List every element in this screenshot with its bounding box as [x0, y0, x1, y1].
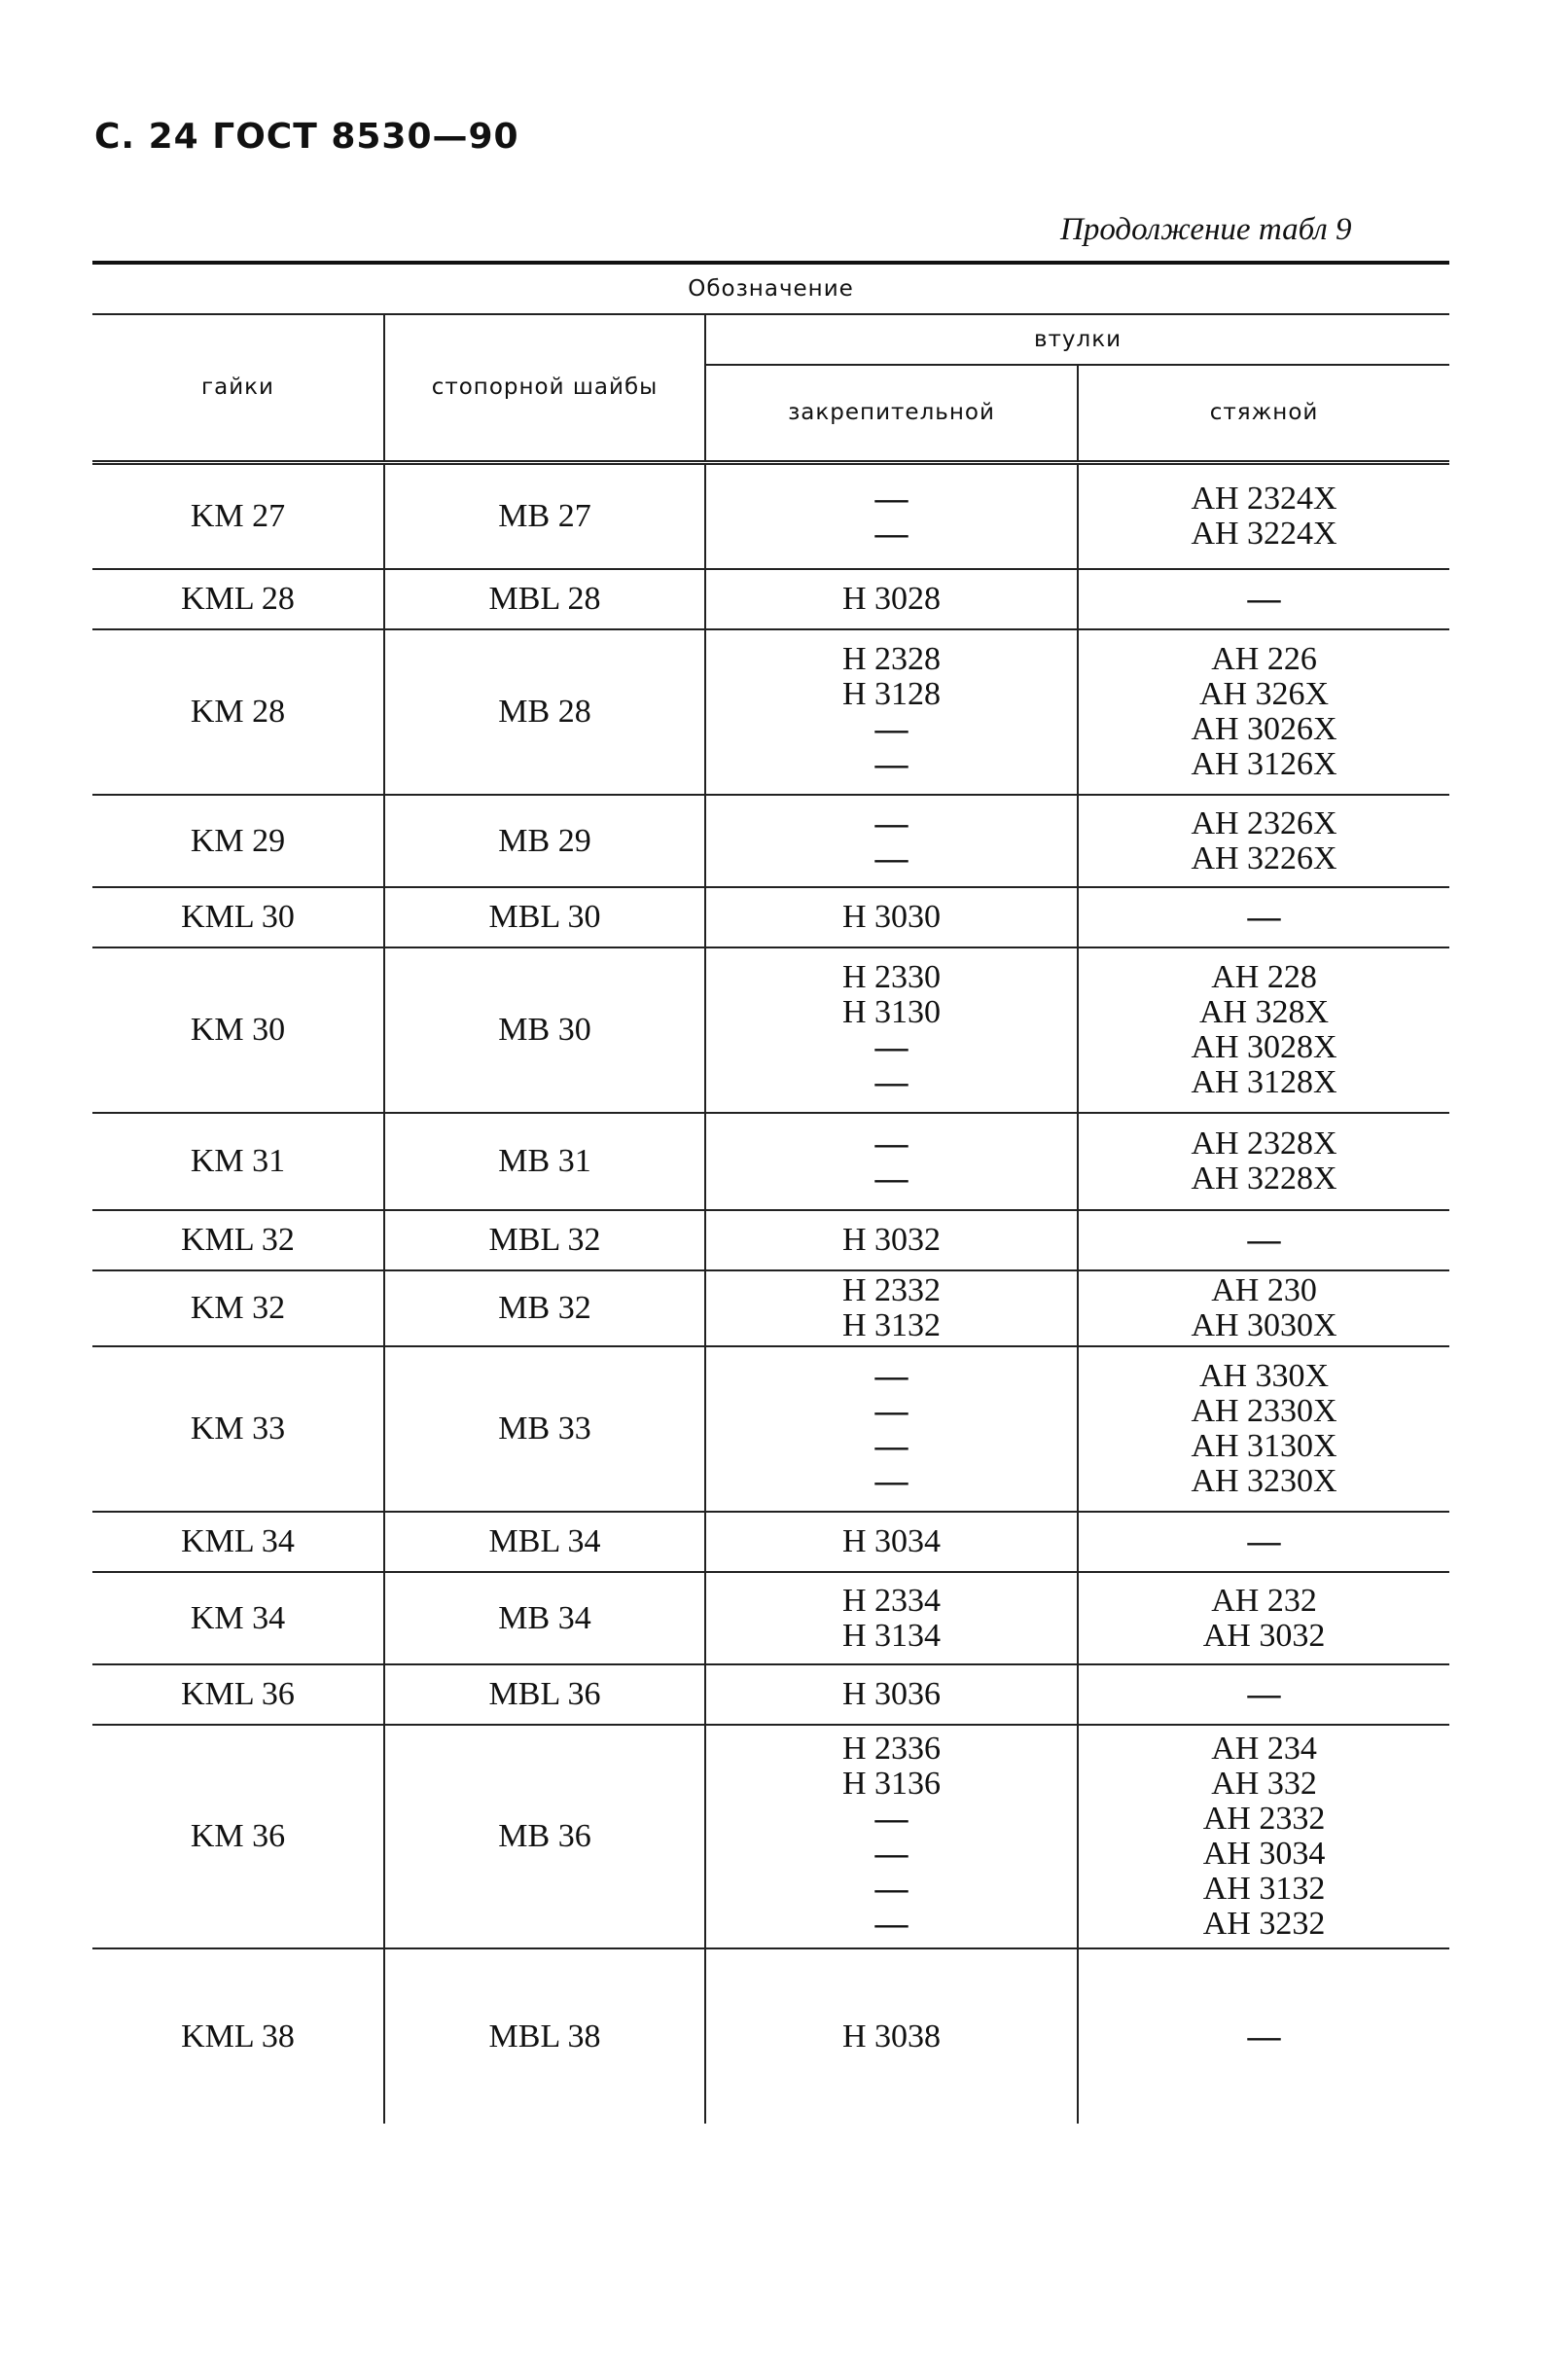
adapter-cell-line: H 2332 — [841, 1272, 942, 1308]
nut-cell: KM 31 — [92, 1113, 384, 1210]
adapter-cell — [705, 629, 1078, 795]
withdrawal-cell — [1078, 462, 1449, 569]
withdrawal-cell-line: AH 232 — [1211, 1582, 1317, 1619]
withdrawal-cell-line: AH 3126X — [1191, 746, 1337, 782]
adapter-cell — [705, 1512, 1078, 1572]
adapter-cell-line: H 3132 — [841, 1307, 942, 1343]
table-header — [92, 263, 1449, 462]
withdrawal-cell-line: AH 2324X — [1191, 480, 1337, 517]
adapter-cell-line: H 3036 — [841, 1676, 942, 1712]
header-withdrawal: стяжной — [1078, 365, 1449, 462]
withdrawal-cell-line: — — [1247, 1676, 1281, 1712]
washer-cell: MB 36 — [384, 1725, 705, 1948]
adapter-cell-line: — — [874, 1463, 909, 1499]
table-row — [92, 1725, 1449, 1948]
withdrawal-cell-line: AH 326X — [1198, 676, 1330, 712]
adapter-cell-line: H 3136 — [841, 1766, 942, 1802]
withdrawal-cell — [1078, 1572, 1449, 1664]
table-row — [92, 887, 1449, 947]
withdrawal-cell-line: AH 3228X — [1191, 1161, 1337, 1197]
washer-cell: MB 32 — [384, 1270, 705, 1346]
nut-cell: KM 34 — [92, 1572, 384, 1664]
withdrawal-cell — [1078, 1664, 1449, 1725]
nut-cell: KM 30 — [92, 947, 384, 1113]
withdrawal-cell-line: AH 226 — [1211, 641, 1317, 677]
table-row — [92, 1346, 1449, 1512]
withdrawal-cell — [1078, 1725, 1449, 1948]
washer-cell: MBL 36 — [384, 1664, 705, 1725]
adapter-cell-line: — — [874, 1029, 909, 1065]
washer-cell: MBL 38 — [384, 1948, 705, 2124]
adapter-cell-line: — — [874, 711, 909, 747]
withdrawal-cell-line: AH 3128X — [1191, 1064, 1337, 1100]
table-row — [92, 1512, 1449, 1572]
table-row — [92, 462, 1449, 569]
nut-cell: KM 29 — [92, 795, 384, 887]
nut-cell: KM 27 — [92, 462, 384, 569]
withdrawal-cell-line: — — [1247, 1523, 1281, 1559]
withdrawal-cell-line: AH 3230X — [1191, 1463, 1337, 1499]
adapter-cell — [705, 795, 1078, 887]
washer-cell: MB 34 — [384, 1572, 705, 1664]
table-row — [92, 1113, 1449, 1210]
nut-cell: KML 34 — [92, 1512, 384, 1572]
withdrawal-cell — [1078, 629, 1449, 795]
nut-cell: KML 38 — [181, 2018, 295, 2054]
nut-cell: KM 33 — [92, 1346, 384, 1512]
withdrawal-cell — [1078, 569, 1449, 629]
adapter-cell-line: — — [874, 1871, 909, 1907]
table-row — [92, 1210, 1449, 1270]
adapter-cell-line: — — [874, 1428, 909, 1464]
adapter-cell-line: — — [874, 1358, 909, 1394]
adapter-cell-line: — — [874, 840, 909, 876]
withdrawal-cell — [1078, 947, 1449, 1113]
withdrawal-cell-line: AH 228 — [1211, 959, 1317, 995]
withdrawal-cell-line: AH 2330X — [1191, 1393, 1337, 1429]
washer-cell: MB 28 — [384, 629, 705, 795]
withdrawal-cell-line: AH 3030X — [1191, 1307, 1337, 1343]
table-row — [92, 795, 1449, 887]
adapter-cell-line: H 2330 — [841, 959, 942, 995]
adapter-cell — [705, 462, 1078, 569]
adapter-cell-line: — — [874, 1125, 909, 1161]
adapter-cell-line: H 3034 — [841, 1523, 942, 1559]
withdrawal-cell-line: AH 330X — [1198, 1358, 1330, 1394]
nut-cell: KML 32 — [92, 1210, 384, 1270]
withdrawal-cell-line: AH 3028X — [1191, 1029, 1337, 1065]
table-row — [92, 1572, 1449, 1664]
adapter-cell-line: H 3128 — [841, 676, 942, 712]
withdrawal-cell-line: — — [1247, 581, 1281, 617]
adapter-cell-line: — — [874, 1836, 909, 1872]
adapter-cell-line: — — [874, 1064, 909, 1100]
table-row — [92, 1948, 1449, 2124]
nut-cell: KM 32 — [92, 1270, 384, 1346]
withdrawal-cell-line: AH 3132 — [1202, 1871, 1326, 1907]
adapter-cell-line: — — [874, 1393, 909, 1429]
adapter-cell — [705, 1270, 1078, 1346]
washer-cell: MB 27 — [384, 462, 705, 569]
adapter-cell — [705, 1113, 1078, 1210]
header-washer: стопорной шайбы — [384, 314, 705, 462]
adapter-cell-line: — — [874, 1801, 909, 1837]
withdrawal-cell-line: AH 3130X — [1191, 1428, 1337, 1464]
nut-cell: KML 30 — [92, 887, 384, 947]
withdrawal-cell-line: — — [1247, 2018, 1281, 2054]
withdrawal-cell-line: AH 3034 — [1202, 1836, 1326, 1872]
withdrawal-cell — [1078, 1210, 1449, 1270]
withdrawal-cell-line: AH 3032 — [1202, 1617, 1326, 1654]
adapter-cell — [705, 1346, 1078, 1512]
adapter-cell-line: H 3028 — [841, 581, 942, 617]
adapter-cell-line: H 2328 — [841, 641, 942, 677]
withdrawal-cell — [1078, 1948, 1449, 2124]
designation-table — [92, 261, 1449, 2124]
adapter-cell-line: — — [874, 515, 909, 552]
withdrawal-cell-line: — — [1247, 899, 1281, 935]
header-bushing: втулки — [705, 314, 1449, 365]
withdrawal-cell-line: AH 3226X — [1191, 840, 1337, 876]
adapter-cell — [705, 1664, 1078, 1725]
adapter-cell-line: H 2334 — [841, 1582, 942, 1619]
adapter-cell — [705, 1725, 1078, 1948]
withdrawal-cell-line: AH 234 — [1211, 1731, 1317, 1767]
washer-cell: MBL 34 — [384, 1512, 705, 1572]
adapter-cell-line: H 3032 — [841, 1222, 942, 1258]
table-continuation-caption: Продолжение табл 9 — [1060, 212, 1352, 247]
page-header: С. 24 ГОСТ 8530—90 — [94, 117, 519, 157]
withdrawal-cell-line: AH 3232 — [1202, 1906, 1326, 1942]
adapter-cell-line: — — [874, 1906, 909, 1942]
nut-cell: KM 28 — [92, 629, 384, 795]
washer-cell: MB 30 — [384, 947, 705, 1113]
header-nut: гайки — [92, 314, 384, 462]
adapter-cell — [705, 569, 1078, 629]
nut-cell: KML 36 — [92, 1664, 384, 1725]
adapter-cell-line: — — [874, 746, 909, 782]
withdrawal-cell-line: AH 328X — [1198, 994, 1330, 1030]
withdrawal-cell — [1078, 1346, 1449, 1512]
withdrawal-cell — [1078, 887, 1449, 947]
adapter-cell-line: — — [874, 480, 909, 517]
washer-cell: MB 29 — [384, 795, 705, 887]
adapter-cell-line: H 2336 — [841, 1731, 942, 1767]
table-row — [92, 569, 1449, 629]
withdrawal-cell — [1078, 795, 1449, 887]
adapter-cell — [705, 1572, 1078, 1664]
adapter-cell-line: H 3038 — [841, 2018, 942, 2054]
adapter-cell-line: H 3130 — [841, 994, 942, 1030]
withdrawal-cell — [1078, 1512, 1449, 1572]
nut-cell: KM 36 — [92, 1725, 384, 1948]
withdrawal-cell — [1078, 1270, 1449, 1346]
adapter-cell-line: H 3030 — [841, 899, 942, 935]
withdrawal-cell-line: AH 230 — [1211, 1272, 1317, 1308]
adapter-cell — [705, 947, 1078, 1113]
table-body — [92, 462, 1449, 2124]
washer-cell: MBL 30 — [384, 887, 705, 947]
adapter-cell-line: — — [874, 1161, 909, 1197]
withdrawal-cell-line: AH 3026X — [1191, 711, 1337, 747]
adapter-cell — [705, 1210, 1078, 1270]
withdrawal-cell-line: AH 3224X — [1191, 515, 1337, 552]
withdrawal-cell-line: — — [1247, 1222, 1281, 1258]
adapter-cell-line: — — [874, 804, 909, 841]
washer-cell: MB 31 — [384, 1113, 705, 1210]
table-row — [92, 1664, 1449, 1725]
washer-cell: MBL 28 — [384, 569, 705, 629]
adapter-cell — [705, 887, 1078, 947]
table-row — [92, 1270, 1449, 1346]
adapter-cell-line: H 3134 — [841, 1617, 942, 1654]
withdrawal-cell-line: AH 2332 — [1202, 1801, 1326, 1837]
table-row — [92, 947, 1449, 1113]
table-row — [92, 629, 1449, 795]
withdrawal-cell — [1078, 1113, 1449, 1210]
washer-cell: MBL 32 — [384, 1210, 705, 1270]
washer-cell: MB 33 — [384, 1346, 705, 1512]
adapter-cell — [705, 1948, 1078, 2124]
withdrawal-cell-line: AH 2326X — [1191, 804, 1337, 841]
withdrawal-cell-line: AH 2328X — [1191, 1125, 1337, 1161]
nut-cell: KML 28 — [92, 569, 384, 629]
header-designation: Обозначение — [92, 263, 1449, 314]
withdrawal-cell-line: AH 332 — [1211, 1766, 1317, 1802]
header-adapter: закрепительной — [705, 365, 1078, 462]
